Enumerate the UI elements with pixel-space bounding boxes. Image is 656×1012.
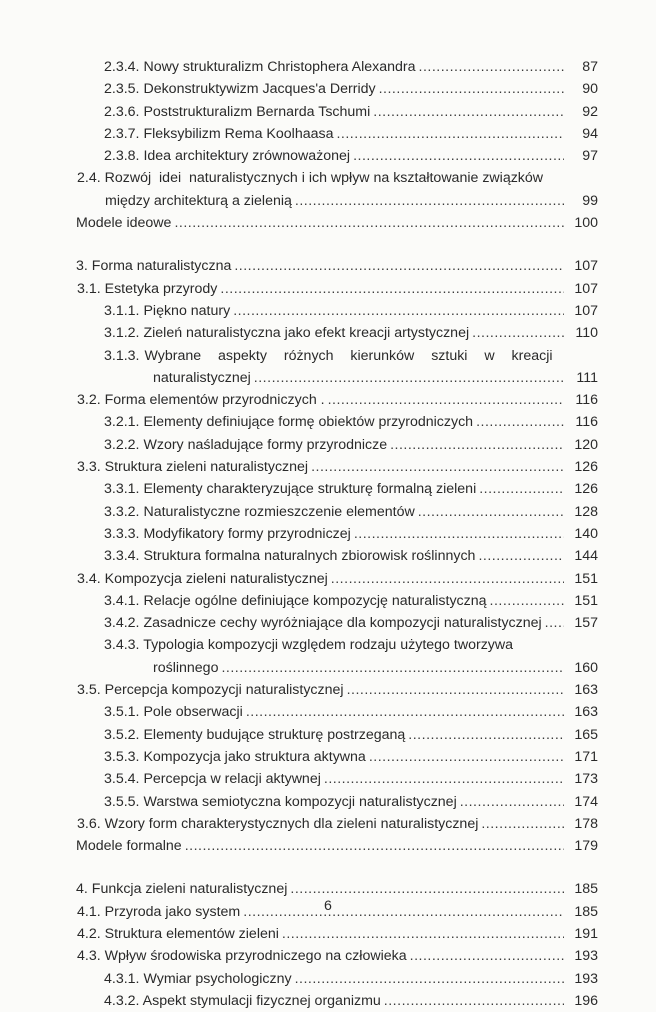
toc-entry-page: 107 — [574, 280, 598, 297]
toc-entry-title: Forma elementów przyrodniczych . — [104, 392, 325, 409]
dot-leader — [390, 434, 564, 456]
toc-entry-number: 3.1. — [77, 280, 101, 297]
toc-entry-number: 3.5.4. — [104, 771, 140, 788]
toc-entry-number: 3.3.1. — [104, 481, 140, 498]
toc-entry-number: 4.3. — [77, 948, 101, 965]
toc-entry-title: Fleksybilizm Rema Koolhaasa — [143, 125, 334, 142]
toc-entry-title: Zieleń naturalistyczna jako efekt kreacji artystycznej — [143, 325, 470, 342]
toc-entry-page: 128 — [574, 503, 598, 520]
toc-entry-number: 3.1.3. — [104, 347, 140, 364]
toc-entry-number: 3.4.1. — [104, 592, 140, 609]
toc-entry-page: 157 — [574, 615, 598, 632]
dot-leader — [353, 145, 564, 167]
toc-entry-page: 110 — [575, 325, 598, 342]
toc-entry-title: Nowy strukturalizm Christophera Alexandra — [143, 59, 416, 75]
toc-entry[interactable] — [76, 56, 598, 78]
toc-entry[interactable] — [76, 145, 598, 167]
dot-leader — [282, 923, 564, 945]
toc-entry-number: 3.5.3. — [104, 748, 140, 765]
dot-leader — [379, 78, 564, 100]
toc-entry-title: Zasadnicze cechy wyróżniające dla kompozycji naturalistycznej — [143, 615, 542, 632]
toc-entry-page: 97 — [582, 148, 598, 165]
toc-entry[interactable] — [76, 478, 598, 500]
toc-entry-page: 160 — [574, 659, 598, 676]
dot-leader — [369, 746, 564, 768]
toc-entry-number: 3.1.2. — [104, 325, 140, 342]
toc-entry[interactable] — [76, 545, 598, 567]
toc-entry-number: 3.5.2. — [104, 726, 140, 743]
toc-entry-page: 165 — [574, 726, 598, 743]
toc-entry-page: 171 — [574, 748, 598, 765]
toc-entry-page: 173 — [574, 771, 598, 788]
toc-entry-page: 111 — [576, 369, 598, 386]
dot-leader — [246, 701, 564, 723]
toc-chapter-3[interactable] — [76, 255, 598, 277]
page-number: 6 — [324, 898, 332, 914]
toc-entry-number: 3.2.2. — [104, 436, 140, 453]
toc-entry-page: 107 — [574, 258, 598, 275]
toc-entry-page: 126 — [574, 459, 598, 476]
dot-leader — [220, 278, 564, 300]
toc-entry[interactable] — [76, 523, 598, 545]
toc-entry-page: 100 — [574, 215, 598, 232]
toc-entry-page: 193 — [574, 948, 598, 965]
dot-leader — [354, 523, 564, 545]
toc-entry-title: Estetyka przyrody — [104, 280, 218, 297]
toc-entry-number: 3.3. — [77, 459, 101, 476]
toc-entry-title-line1: Typologia kompozycji względem rodzaju użytego tworzywa — [143, 637, 514, 654]
toc-entry-page: 193 — [574, 970, 598, 987]
dot-leader — [410, 945, 564, 967]
toc-entry-page: 90 — [582, 81, 598, 98]
toc-entry-title: Naturalistyczne rozmieszczenie elementów — [143, 503, 415, 520]
toc-entry-modele-ideowe[interactable] — [76, 212, 598, 234]
toc-entry-title: Forma naturalistyczna — [91, 258, 232, 275]
toc-entry-title: Percepcja w relacji aktywnej — [143, 771, 321, 788]
dot-leader — [373, 101, 564, 123]
toc-entry-title: Poststrukturalizm Bernarda Tschumi — [143, 103, 371, 120]
toc-entry-title: Relacje ogólne definiujące kompozycję naturalistyczną — [143, 592, 487, 609]
toc-entry-title: Wzory naśladujące formy przyrodnicze — [143, 436, 388, 453]
toc-entry-number: 2.3.8. — [104, 148, 140, 165]
dot-leader — [479, 478, 564, 500]
toc-entry-title: Idea architektury zrównoważonej — [143, 148, 351, 165]
dot-leader — [324, 768, 564, 790]
toc-entry[interactable] — [76, 300, 598, 322]
toc-entry-title: Struktura elementów zieleni — [104, 925, 279, 942]
toc-entry-title: Elementy definiujące formę obiektów przyrodniczych — [143, 414, 474, 431]
dot-leader — [174, 212, 564, 234]
toc-entry[interactable] — [76, 746, 598, 768]
dot-leader — [254, 367, 564, 389]
toc-sections-4 — [76, 901, 598, 1012]
toc-entry-modele-formalne[interactable] — [76, 835, 598, 857]
toc-entry-page: 185 — [574, 881, 598, 898]
toc-entry[interactable] — [76, 923, 598, 945]
toc-entry-number: 3.3.2. — [104, 503, 140, 520]
dot-leader — [490, 590, 564, 612]
toc-section-3-1 — [76, 278, 598, 345]
toc-entry-page: 185 — [574, 903, 598, 920]
toc-entry-number: 3.1.1. — [104, 302, 140, 319]
toc-entry-page: 179 — [574, 838, 598, 855]
toc-entry-title-line2: naturalistycznej — [153, 369, 251, 386]
toc-entry[interactable] — [76, 123, 598, 145]
dot-leader — [311, 456, 564, 478]
dot-leader — [460, 791, 564, 813]
toc-entry[interactable] — [76, 78, 598, 100]
dot-leader — [185, 835, 564, 857]
toc-entry-number: 2.4. — [77, 170, 101, 187]
dot-leader — [233, 300, 564, 322]
dot-leader — [478, 545, 564, 567]
toc-entry-title: Struktura formalna naturalnych zbiorowisk roślinnych — [143, 548, 476, 565]
toc-entry-page: 151 — [574, 592, 598, 609]
toc-entry-title: Modyfikatory formy przyrodniczej — [143, 525, 351, 542]
toc-entry-number: 2.3.5. — [104, 81, 140, 98]
toc-entry-number: 3.2. — [77, 392, 101, 409]
toc-entry[interactable] — [76, 456, 598, 478]
toc-entry-number: 4.1. — [77, 903, 101, 920]
toc-entry-title: Dekonstruktywizm Jacques'a Derridy — [143, 81, 376, 98]
dot-leader — [419, 56, 565, 78]
toc-entry[interactable] — [76, 791, 598, 813]
toc-entry[interactable] — [76, 501, 598, 523]
toc-entry-page: 191 — [574, 925, 598, 942]
toc-entry-page: 116 — [575, 392, 598, 409]
toc-entry-number: 3.5.5. — [104, 793, 140, 810]
toc-entry-number: 2.3.7. — [104, 125, 140, 142]
toc-entry-title-line1: Wybrane aspekty różnych kierunków sztuki w kreacji — [144, 347, 553, 364]
toc-entry-3-1-3[interactable] — [76, 345, 598, 390]
toc-entry[interactable] — [76, 701, 598, 723]
toc-entry-title: Warstwa semiotyczna kompozycji naturalistycznej — [143, 793, 457, 810]
toc-sections-3-5-to-3-6 — [76, 679, 598, 835]
toc-entry[interactable] — [76, 679, 598, 701]
toc-entry-page: 196 — [574, 992, 598, 1009]
dot-leader — [336, 123, 564, 145]
toc-entry-title: Przyroda jako system — [104, 903, 241, 920]
toc-entry-title: Wymiar psychologiczny — [143, 970, 292, 987]
toc-entry[interactable] — [76, 968, 598, 990]
toc-entry-page: 126 — [574, 481, 598, 498]
toc-entry-title: Funkcja zieleni naturalistycznej — [91, 881, 288, 898]
toc-entry-number: 2.3.6. — [104, 103, 140, 120]
toc-entry-page: 151 — [574, 570, 598, 587]
dot-leader — [234, 255, 564, 277]
toc-entry-page: 116 — [575, 414, 598, 431]
toc-entry-page: 163 — [574, 682, 598, 699]
toc-entry-number: 4.3.2. — [104, 992, 140, 1009]
toc-entry-title: Wpływ środowiska przyrodniczego na człowieka — [104, 948, 407, 965]
toc-entry-number: 3.4.3. — [104, 637, 140, 654]
toc-entry-3-4-3[interactable] — [76, 634, 598, 679]
toc-entry-number: 2.3.4. — [104, 59, 140, 75]
toc-entry-page: 99 — [582, 192, 598, 209]
toc-entry[interactable] — [76, 590, 598, 612]
dot-leader — [328, 389, 564, 411]
dot-leader — [295, 190, 564, 212]
toc-entry-number: 4. — [76, 881, 88, 898]
toc-entry-title-line2: roślinnego — [153, 659, 219, 676]
toc-entry-number: 3.4. — [77, 570, 101, 587]
toc-entry[interactable] — [76, 322, 598, 344]
dot-leader — [481, 813, 564, 835]
toc-entry-number: 3.5.1. — [104, 704, 140, 721]
toc-entry[interactable] — [76, 990, 598, 1012]
toc-entry-page: 174 — [574, 793, 598, 810]
toc-entry-page: 107 — [574, 302, 598, 319]
toc-entry[interactable] — [76, 768, 598, 790]
toc-entry-title: Modele formalne — [76, 838, 182, 855]
toc-entry-number: 3. — [76, 258, 88, 275]
dot-leader — [295, 968, 564, 990]
toc-entry-number: 3.6. — [77, 815, 101, 832]
toc-entry-title: Elementy budujące strukturę postrzeganą — [143, 726, 406, 743]
dot-leader — [545, 612, 564, 634]
toc-entry-title: Wzory form charakterystycznych dla zieleni naturalistycznej — [104, 815, 479, 832]
toc-entry-page: 87 — [582, 59, 598, 75]
toc-section-2-3 — [76, 56, 598, 167]
toc-entry-title: Pole obserwacji — [143, 704, 243, 721]
toc-entry-page: 163 — [574, 704, 598, 721]
toc-entry-number: 3.5. — [77, 682, 101, 699]
toc-entry[interactable] — [76, 389, 598, 411]
toc-entry[interactable] — [76, 612, 598, 634]
dot-leader — [331, 568, 564, 590]
toc-entry-number: 3.4.2. — [104, 615, 140, 632]
toc-entry[interactable] — [76, 945, 598, 967]
toc-entry-number: 3.2.1. — [104, 414, 140, 431]
dot-leader — [476, 411, 564, 433]
toc-entry-page: 94 — [582, 125, 598, 142]
toc-entry-number: 3.3.3. — [104, 525, 140, 542]
toc-entry-title-line1: Rozwój idei naturalistycznych i ich wpływ na kształtowanie związków — [104, 170, 544, 187]
toc-entry[interactable] — [76, 278, 598, 300]
toc-entry-page: 140 — [574, 525, 598, 542]
toc-entry-title: Percepcja kompozycji naturalistycznej — [104, 682, 344, 699]
toc-entry[interactable] — [76, 434, 598, 456]
toc-entry-page: 178 — [574, 815, 598, 832]
toc-entry[interactable] — [76, 101, 598, 123]
toc-entry-number: 4.3.1. — [104, 970, 140, 987]
spacer — [76, 857, 598, 878]
toc-entry-title: Kompozycja zieleni naturalistycznej — [104, 570, 328, 587]
toc-entry-title: Kompozycja jako struktura aktywna — [143, 748, 366, 765]
toc-entry[interactable] — [76, 813, 598, 835]
dot-leader — [408, 724, 564, 746]
dot-leader — [418, 501, 564, 523]
toc-entry-page: 120 — [574, 436, 598, 453]
toc-entry-number: 3.3.4. — [104, 548, 140, 565]
toc-entry[interactable] — [76, 411, 598, 433]
toc-entry[interactable] — [76, 724, 598, 746]
toc-entry-title: Piękno natury — [143, 302, 231, 319]
toc-entry-page: 92 — [582, 103, 598, 120]
toc-entry-title-line2: między architekturą a zielenią — [105, 192, 292, 209]
toc-sections-3-2-to-3-4 — [76, 389, 598, 634]
toc-entry-page: 144 — [574, 548, 598, 565]
dot-leader — [472, 322, 564, 344]
toc-entry-2-4[interactable] — [76, 167, 598, 212]
dot-leader — [221, 657, 564, 679]
toc-entry-title: Struktura zieleni naturalistycznej — [104, 459, 309, 476]
table-of-contents — [76, 56, 598, 1012]
dot-leader — [384, 990, 564, 1012]
dot-leader — [347, 679, 564, 701]
toc-entry-title: Modele ideowe — [76, 215, 172, 232]
toc-entry-number: 4.2. — [77, 925, 101, 942]
spacer — [76, 234, 598, 255]
toc-entry[interactable] — [76, 568, 598, 590]
toc-entry-title: Elementy charakteryzujące strukturę formalną zieleni — [143, 481, 477, 498]
toc-entry-title: Aspekt stymulacji fizycznej organizmu — [142, 992, 381, 1009]
